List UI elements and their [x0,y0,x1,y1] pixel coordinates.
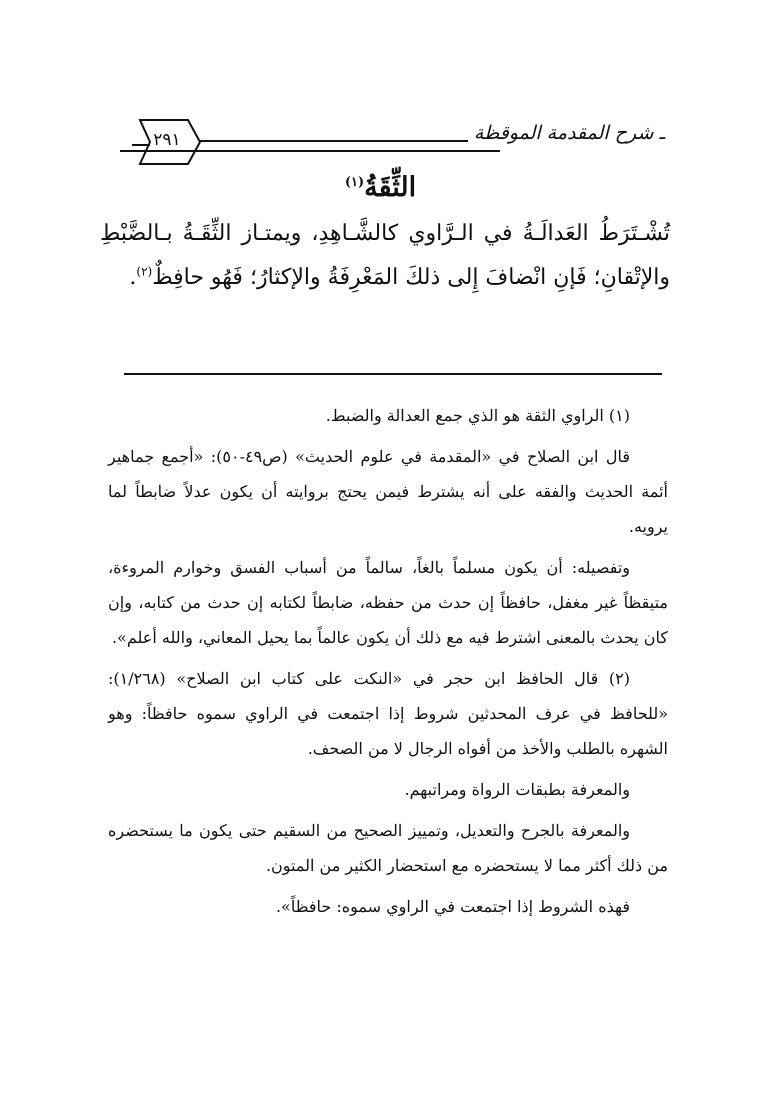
chapter-note-ref: (١) [344,175,365,190]
main-note-ref: (٢) [136,264,153,279]
footnote-2-c: والمعرفة بالجرح والتعديل، وتمييز الصحيح من السقيم حتى يكون ما يستحضره من ذلك أكثر مما لا يستحضره مع استحضار الكثير من المتون. [108,821,668,875]
main-text-body: تُشْـتَرَطُ العَدالَـةُ في الـرَّاوي كالشَّـاهِدِ، ويمتـاز الثِّقَـةُ بـالضَّبْطِ والإتْقانِ؛ فَإنِ انْضافَ إِلى ذلكَ المَعْرِفَةُ والإكثارُ؛ فَهُو حافِظٌ [100,221,670,290]
footnote-2-b: والمعرفة بطبقات الرواة ومراتبهم. [404,780,630,799]
header-rule-top [200,140,500,142]
running-title: ـ شرح المقدمة الموقظة [468,122,665,144]
running-header [120,118,665,170]
footnote-1-quote: قال ابن الصلاح في «المقدمة في علوم الحديث» (ص٤٩-٥٠): «أجمع جماهير أئمة الحديث والفقه على أنه يشترط فيمن يحتج بروايته أن يكون عدلاً ضابطاً لما يرويه. [108,447,668,536]
footnote-1-detail: وتفصيله: أن يكون مسلماً بالغاً، سالماً من أسباب الفسق وخوارم المروءة، متيقظاً غير مغفل، حافظاً إن حدث من حفظه، ضابطاً لكتابه إن حدث من كتابه، وإن كان يحدث بالمعنى اشترط فيه مع ذلك أن يكون عالماً بما يحيل المعاني، والله أعلم». [108,558,668,647]
footnote-2: (٢) قال الحافظ ابن حجر في «النكت على كتاب ابن الصلاح» (١/٢٦٨): «للحافظ في عرف المحدثين شروط إذا اجتمعت في الراوي سموه حافظاً: وهو الشهره بالطلب والأخذ من أفواه الرجال لا من الصحف. [108,669,668,758]
page-number-frame [132,118,202,166]
chapter-title-text: الثِّقَةُ [364,172,417,203]
footnote-2-d: فهذه الشروط إذا اجتمعت في الراوي سموه: حافظاً». [275,897,630,916]
page-number: ٢٩١ [153,130,181,150]
main-text-end: . [129,265,137,290]
chapter-title [0,172,761,203]
footnote-1: (١) الراوي الثقة هو الذي جمع العدالة والضبط. [325,406,630,425]
footnotes [108,398,668,930]
footnote-separator [124,373,662,375]
main-text [100,212,670,300]
